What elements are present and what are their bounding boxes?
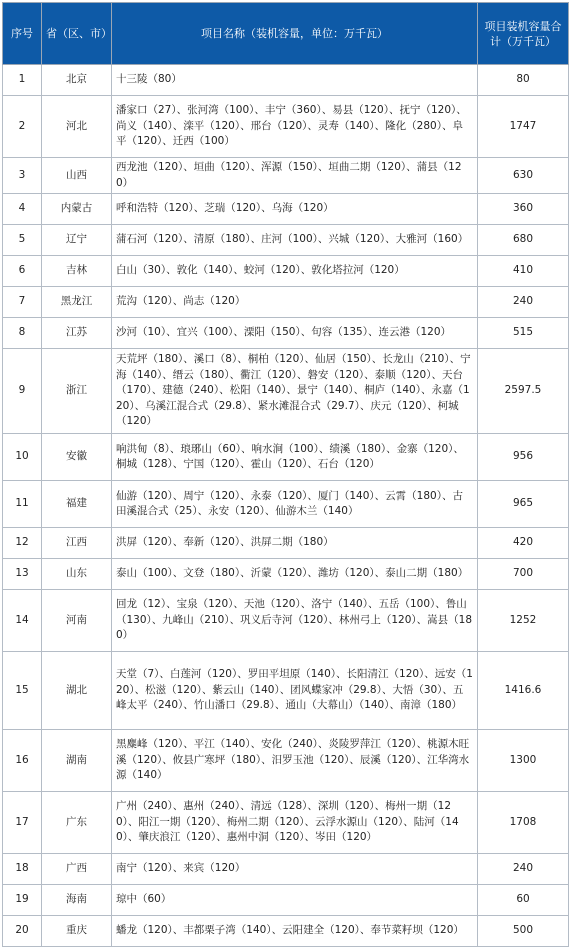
row-province: 湖南 xyxy=(42,730,112,792)
row-total: 956 xyxy=(478,434,569,481)
row-total: 630 xyxy=(478,158,569,194)
row-no: 16 xyxy=(3,730,42,792)
table-row xyxy=(3,652,569,730)
row-total: 240 xyxy=(478,854,569,885)
table-body xyxy=(3,65,569,947)
row-no: 2 xyxy=(3,96,42,158)
row-no: 13 xyxy=(3,559,42,590)
row-total: 1416.6 xyxy=(478,652,569,730)
table-row xyxy=(3,885,569,916)
row-projects: 黑麋峰（120）、平江（140）、安化（240）、炎陵罗萍江（120）、桃源木旺溪（120）、攸县广寒坪（180）、汨罗玉池（120）、辰溪（120）、江华湾水源（140） xyxy=(112,730,478,792)
row-no: 19 xyxy=(3,885,42,916)
row-no: 20 xyxy=(3,916,42,947)
row-projects: 天荒坪（180）、溪口（8）、桐柏（120）、仙居（150）、长龙山（210）、宁海（140）、缙云（180）、衢江（120）、磐安（120）、泰顺（120）、天台（170）、建德（240）、松阳（140）、景宁（140）、桐庐（140）、永嘉（120）、乌溪江混合式（29.8）、紧水滩混合式（29.7）、庆元（120）、柯城（120） xyxy=(112,349,478,434)
table-row xyxy=(3,792,569,854)
row-no: 18 xyxy=(3,854,42,885)
row-projects: 潘家口（27）、张河湾（100）、丰宁（360）、易县（120）、抚宁（120）、尚义（140）、滦平（120）、邢台（120）、灵寿（140）、隆化（280）、阜平（120）、迁西（100） xyxy=(112,96,478,158)
row-total: 410 xyxy=(478,256,569,287)
row-projects: 沙河（10）、宜兴（100）、溧阳（150）、句容（135）、连云港（120） xyxy=(112,318,478,349)
row-no: 14 xyxy=(3,590,42,652)
table-row xyxy=(3,434,569,481)
table-row xyxy=(3,158,569,194)
table-row xyxy=(3,96,569,158)
row-province: 江苏 xyxy=(42,318,112,349)
header-province: 省（区、市） xyxy=(42,3,112,65)
table-row xyxy=(3,318,569,349)
row-projects: 呼和浩特（120）、芝瑞（120）、乌海（120） xyxy=(112,194,478,225)
row-projects: 琼中（60） xyxy=(112,885,478,916)
header-no: 序号 xyxy=(3,3,42,65)
row-total: 965 xyxy=(478,481,569,528)
row-no: 9 xyxy=(3,349,42,434)
row-projects: 白山（30）、敦化（140）、蛟河（120）、敦化塔拉河（120） xyxy=(112,256,478,287)
row-projects: 天堂（7）、白莲河（120）、罗田平坦原（140）、长阳清江（120）、远安（120）、松滋（120）、紫云山（140）、团风蝶家冲（29.8）、大悟（30）、五峰太平（240）、竹山潘口（29.8）、通山（大幕山）（140）、南漳（180） xyxy=(112,652,478,730)
row-projects: 响洪甸（8）、琅琊山（60）、响水涧（100）、绩溪（180）、金寨（120）、桐城（128）、宁国（120）、霍山（120）、石台（120） xyxy=(112,434,478,481)
row-total: 60 xyxy=(478,885,569,916)
row-no: 15 xyxy=(3,652,42,730)
row-no: 11 xyxy=(3,481,42,528)
row-no: 10 xyxy=(3,434,42,481)
row-no: 1 xyxy=(3,65,42,96)
row-province: 广西 xyxy=(42,854,112,885)
table-row xyxy=(3,528,569,559)
table-row xyxy=(3,225,569,256)
row-total: 700 xyxy=(478,559,569,590)
row-projects: 南宁（120）、来宾（120） xyxy=(112,854,478,885)
header-total: 项目装机容量合计（万千瓦） xyxy=(478,3,569,65)
row-province: 吉林 xyxy=(42,256,112,287)
table-row xyxy=(3,854,569,885)
row-province: 河南 xyxy=(42,590,112,652)
row-province: 山东 xyxy=(42,559,112,590)
capacity-table xyxy=(2,2,569,947)
row-province: 北京 xyxy=(42,65,112,96)
row-province: 河北 xyxy=(42,96,112,158)
table-row xyxy=(3,916,569,947)
row-total: 1708 xyxy=(478,792,569,854)
row-province: 福建 xyxy=(42,481,112,528)
row-province: 内蒙古 xyxy=(42,194,112,225)
row-province: 江西 xyxy=(42,528,112,559)
table-row xyxy=(3,65,569,96)
row-total: 1747 xyxy=(478,96,569,158)
row-projects: 十三陵（80） xyxy=(112,65,478,96)
row-total: 420 xyxy=(478,528,569,559)
row-projects: 洪屏（120）、奉新（120）、洪屏二期（180） xyxy=(112,528,478,559)
row-total: 360 xyxy=(478,194,569,225)
row-projects: 蟠龙（120）、丰都栗子湾（140）、云阳建全（120）、奉节菜籽坝（120） xyxy=(112,916,478,947)
row-total: 500 xyxy=(478,916,569,947)
row-total: 1252 xyxy=(478,590,569,652)
row-province: 辽宁 xyxy=(42,225,112,256)
table-row xyxy=(3,590,569,652)
row-projects: 回龙（12）、宝泉（120）、天池（120）、洛宁（140）、五岳（100）、鲁山（130）、九峰山（210）、巩义后寺河（120）、林州弓上（120）、嵩县（180） xyxy=(112,590,478,652)
row-province: 浙江 xyxy=(42,349,112,434)
table-row xyxy=(3,730,569,792)
row-no: 7 xyxy=(3,287,42,318)
row-total: 80 xyxy=(478,65,569,96)
row-projects: 广州（240）、惠州（240）、清远（128）、深圳（120）、梅州一期（120）、阳江一期（120）、梅州二期（120）、云浮水源山（120）、陆河（140）、肇庆浪江（120）、惠州中洞（120）、岑田（120） xyxy=(112,792,478,854)
table-row xyxy=(3,256,569,287)
row-projects: 西龙池（120）、垣曲（120）、浑源（150）、垣曲二期（120）、蒲县（120） xyxy=(112,158,478,194)
row-projects: 仙游（120）、周宁（120）、永泰（120）、厦门（140）、云霄（180）、古田溪混合式（25）、永安（120）、仙游木兰（140） xyxy=(112,481,478,528)
row-no: 3 xyxy=(3,158,42,194)
row-total: 1300 xyxy=(478,730,569,792)
table-row xyxy=(3,349,569,434)
table-row xyxy=(3,559,569,590)
row-province: 重庆 xyxy=(42,916,112,947)
row-total: 680 xyxy=(478,225,569,256)
row-no: 4 xyxy=(3,194,42,225)
row-no: 17 xyxy=(3,792,42,854)
table-header-row xyxy=(3,3,569,65)
row-province: 海南 xyxy=(42,885,112,916)
row-province: 山西 xyxy=(42,158,112,194)
row-province: 黑龙江 xyxy=(42,287,112,318)
row-no: 6 xyxy=(3,256,42,287)
row-total: 2597.5 xyxy=(478,349,569,434)
header-projects: 项目名称（装机容量，单位：万千瓦） xyxy=(112,3,478,65)
table-row xyxy=(3,194,569,225)
row-projects: 荒沟（120）、尚志（120） xyxy=(112,287,478,318)
row-total: 240 xyxy=(478,287,569,318)
row-total: 515 xyxy=(478,318,569,349)
row-province: 湖北 xyxy=(42,652,112,730)
row-projects: 泰山（100）、文登（180）、沂蒙（120）、潍坊（120）、泰山二期（180） xyxy=(112,559,478,590)
row-province: 安徽 xyxy=(42,434,112,481)
row-projects: 蒲石河（120）、清原（180）、庄河（100）、兴城（120）、大雅河（160） xyxy=(112,225,478,256)
row-no: 8 xyxy=(3,318,42,349)
table-row xyxy=(3,481,569,528)
row-no: 12 xyxy=(3,528,42,559)
row-no: 5 xyxy=(3,225,42,256)
table-row xyxy=(3,287,569,318)
row-province: 广东 xyxy=(42,792,112,854)
